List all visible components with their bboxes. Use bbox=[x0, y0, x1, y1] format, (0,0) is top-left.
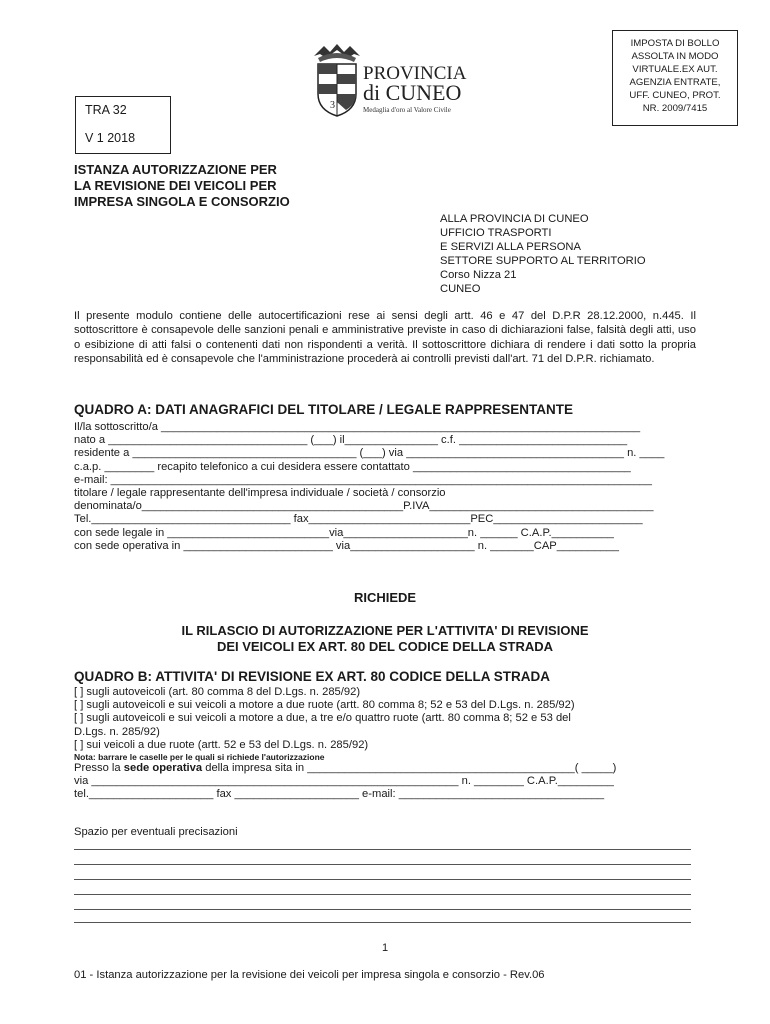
recipient-address bbox=[440, 212, 646, 296]
field-line-email[interactable]: e-mail: _______________________________________________________________________________________ bbox=[74, 473, 652, 486]
address-line: UFFICIO TRASPORTI bbox=[440, 227, 552, 239]
stamp-line: NR. 2009/7415 bbox=[642, 103, 708, 114]
precisazioni-line[interactable] bbox=[74, 894, 691, 895]
field-line-cap[interactable]: c.a.p. ________ recapito telefonico a cui desidera essere contattato ___________________________________ bbox=[74, 460, 631, 473]
option-continuation: D.Lgs. n. 285/92) bbox=[74, 725, 160, 738]
rilascio-heading bbox=[0, 623, 770, 655]
address-line: ALLA PROVINCIA DI CUNEO bbox=[440, 213, 589, 225]
precisazioni-line[interactable] bbox=[74, 909, 691, 910]
svg-text:3: 3 bbox=[330, 100, 335, 111]
bollo-stamp-box bbox=[612, 30, 738, 126]
address-line: CUNEO bbox=[440, 283, 481, 295]
precisazioni-label bbox=[74, 826, 238, 839]
document-title bbox=[74, 162, 290, 210]
quadro-b-heading: QUADRO B: ATTIVITA' DI REVISIONE EX ART. 80 CODICE DELLA STRADA bbox=[74, 669, 550, 684]
option-autoveicoli-due-ruote-checkbox[interactable]: [ ] sugli autoveicoli e sui veicoli a motore a due ruote (artt. 80 comma 8; 52 e 53 del D.Lgs. n. 285/92) bbox=[74, 699, 575, 712]
precisazioni-line[interactable] bbox=[74, 879, 691, 880]
provincia-logo bbox=[310, 42, 480, 120]
page-footer: 01 - Istanza autorizzazione per la revisione dei veicoli per impresa singola e consorzio - Rev.06 bbox=[74, 969, 545, 981]
field-line-tel[interactable]: Tel.________________________________ fax__________________________PEC________________________ bbox=[74, 513, 643, 526]
logo-name-line1: PROVINCIA bbox=[363, 63, 467, 84]
presso-suffix: della impresa sita in ___________________________________________( _____) bbox=[202, 762, 617, 775]
precisazioni-line[interactable] bbox=[74, 864, 691, 865]
precisazioni-text: Spazio per eventuali precisazioni bbox=[74, 826, 238, 838]
quadro-a-fields bbox=[74, 421, 664, 553]
logo-motto: Medaglia d'oro al Valore Civile bbox=[363, 106, 451, 114]
title-line: LA REVISIONE DEI VEICOLI PER bbox=[74, 178, 277, 193]
presso-bold: sede operativa bbox=[123, 762, 203, 775]
rilascio-line: DEI VEICOLI EX ART. 80 DEL CODICE DELLA STRADA bbox=[216, 639, 554, 654]
stamp-line: AGENZIA ENTRATE, bbox=[629, 77, 721, 88]
form-code: TRA 32 bbox=[85, 103, 127, 117]
address-line: Corso Nizza 21 bbox=[440, 269, 517, 281]
option-due-ruote-checkbox[interactable]: [ ] sui veicoli a due ruote (artt. 52 e 53 del D.Lgs. n. 285/92) bbox=[74, 738, 369, 751]
stamp-line: IMPOSTA DI BOLLO bbox=[630, 38, 720, 49]
presso-prefix: Presso la bbox=[74, 762, 124, 775]
field-line-sede-operativa[interactable]: con sede operativa in ________________________ via____________________ n. _______CAP__________ bbox=[74, 539, 619, 552]
intro-paragraph: Il presente modulo contiene delle autocertificazioni rese ai sensi degli artt. 46 e 47 del D.P.R 28.12.2000, n.445. Il sottoscrittore è consapevole delle sanzioni penali e amministrative previste in caso di dichiarazioni false, falsità degli atti, uso o esibizione di atti falsi o contenenti dati non rispondenti a verità. Il sottoscrittore dichiara di rendere i dati sotto la propria responsabilità ed è consapevole che l'amministrazione procederà ai controlli previsti dall'art. 71 del D.P.R. richiamato. bbox=[74, 310, 696, 366]
precisazioni-line[interactable] bbox=[74, 849, 691, 850]
field-line-residente[interactable]: residente a ____________________________________ (___) via ___________________________________ n. ____ bbox=[74, 447, 665, 460]
precisazioni-line[interactable] bbox=[74, 922, 691, 923]
field-line-titolare: titolare / legale rappresentante dell'impresa individuale / società / consorzio bbox=[74, 487, 446, 500]
stamp-line: UFF. CUNEO, PROT. bbox=[629, 90, 721, 101]
title-line: ISTANZA AUTORIZZAZIONE PER bbox=[74, 162, 277, 177]
address-line: SETTORE SUPPORTO AL TERRITORIO bbox=[440, 255, 646, 267]
rilascio-line: IL RILASCIO DI AUTORIZZAZIONE PER L'ATTIVITA' DI REVISIONE bbox=[181, 623, 589, 638]
address-line: E SERVIZI ALLA PERSONA bbox=[440, 241, 581, 253]
stamp-line: ASSOLTA IN MODO bbox=[631, 51, 719, 62]
field-line-denominata[interactable]: denominata/o__________________________________________P.IVA____________________________________ bbox=[74, 500, 654, 513]
form-version: V 1 2018 bbox=[85, 131, 136, 145]
coat-of-arms-icon bbox=[310, 42, 364, 120]
option-autoveicoli-checkbox[interactable]: [ ] sugli autoveicoli (art. 80 comma 8 del D.Lgs. n. 285/92) bbox=[74, 686, 361, 698]
quadro-b-note: Nota: barrare le caselle per le quali si richiede l'autorizzazione bbox=[74, 752, 325, 763]
form-code-box bbox=[75, 96, 171, 154]
field-line-presso[interactable] bbox=[74, 762, 616, 775]
quadro-b-options bbox=[74, 686, 616, 802]
option-autoveicoli-tre-quattro-ruote-checkbox[interactable]: [ ] sugli autoveicoli e sui veicoli a motore a due, a tre e/o quattro ruote (artt. 80 comma 8; 52 e 53 del bbox=[74, 712, 571, 725]
stamp-line: VIRTUALE.EX AUT. bbox=[632, 64, 718, 75]
field-line-via[interactable]: via ___________________________________________________________ n. ________ C.A.P._________ bbox=[74, 775, 614, 788]
field-line-tel-fax-email[interactable]: tel.____________________ fax ____________________ e-mail: _________________________________ bbox=[74, 788, 605, 801]
title-line: IMPRESA SINGOLA E CONSORZIO bbox=[74, 194, 290, 209]
logo-name-line2: di CUNEO bbox=[363, 80, 462, 105]
page-number: 1 bbox=[381, 942, 389, 954]
field-line-sottoscritto[interactable]: Il/la sottoscritto/a _____________________________________________________________________________ bbox=[74, 421, 641, 433]
richiede-heading: RICHIEDE bbox=[353, 590, 417, 605]
quadro-a-heading: QUADRO A: DATI ANAGRAFICI DEL TITOLARE / LEGALE RAPPRESENTANTE bbox=[74, 402, 574, 417]
field-line-sede-legale[interactable]: con sede legale in __________________________via____________________n. ______ C.A.P.__________ bbox=[74, 526, 614, 539]
field-line-nato[interactable]: nato a ________________________________ (___) il_______________ c.f. ___________________________ bbox=[74, 434, 628, 447]
